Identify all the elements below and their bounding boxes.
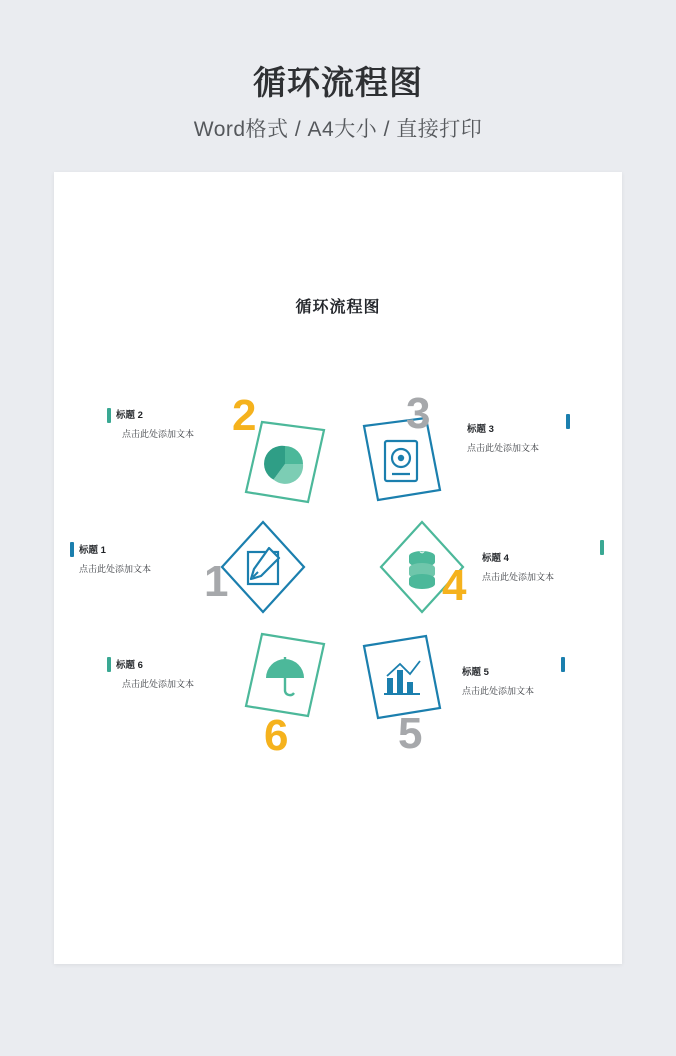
step-1-label	[79, 542, 229, 575]
bar-chart-icon	[378, 656, 424, 700]
umbrella-icon	[262, 654, 308, 700]
step-1-tick	[70, 542, 74, 557]
step-4-number: 4	[442, 561, 467, 610]
step-5-number: 5	[398, 709, 423, 758]
step-2-label	[116, 407, 266, 440]
step-4-title: 标题 4	[482, 553, 509, 564]
step-5-label	[462, 664, 612, 697]
step-6-label	[116, 657, 266, 690]
document-sheet	[54, 172, 622, 964]
page-title: 循环流程图	[253, 64, 423, 101]
svg-text:$: $	[419, 545, 425, 555]
step-3-text: 点击此处添加文本	[467, 443, 540, 453]
step-6-title: 标题 6	[116, 660, 143, 671]
safe-box-icon	[381, 438, 421, 484]
step-3-title: 标题 3	[467, 424, 494, 435]
step-5-title: 标题 5	[462, 667, 489, 678]
document-title: 循环流程图	[295, 299, 381, 316]
step-2-number: 2	[232, 391, 257, 440]
step-3-number: 3	[406, 389, 431, 438]
step-1-title: 标题 1	[79, 545, 106, 556]
step-2-text: 点击此处添加文本	[122, 429, 195, 439]
step-2-title: 标题 2	[116, 410, 143, 421]
pen-document-icon	[239, 544, 287, 590]
coins-stack-icon	[400, 544, 444, 592]
page-header	[0, 0, 676, 143]
cycle-flow-diagram	[54, 172, 622, 964]
step-6-tick	[107, 657, 111, 672]
step-1-text: 点击此处添加文本	[79, 564, 152, 574]
step-6-text: 点击此处添加文本	[122, 679, 195, 689]
step-2-tick	[107, 408, 111, 423]
step-3-label	[467, 421, 617, 454]
step-4-label	[482, 550, 632, 583]
page-subtitle: Word格式 / A4大小 / 直接打印	[193, 118, 483, 142]
step-5-text: 点击此处添加文本	[462, 686, 535, 696]
step-4-text: 点击此处添加文本	[482, 572, 555, 582]
step-1-number: 1	[204, 557, 229, 606]
pie-chart-icon	[262, 442, 308, 486]
step-6-number: 6	[264, 711, 289, 760]
